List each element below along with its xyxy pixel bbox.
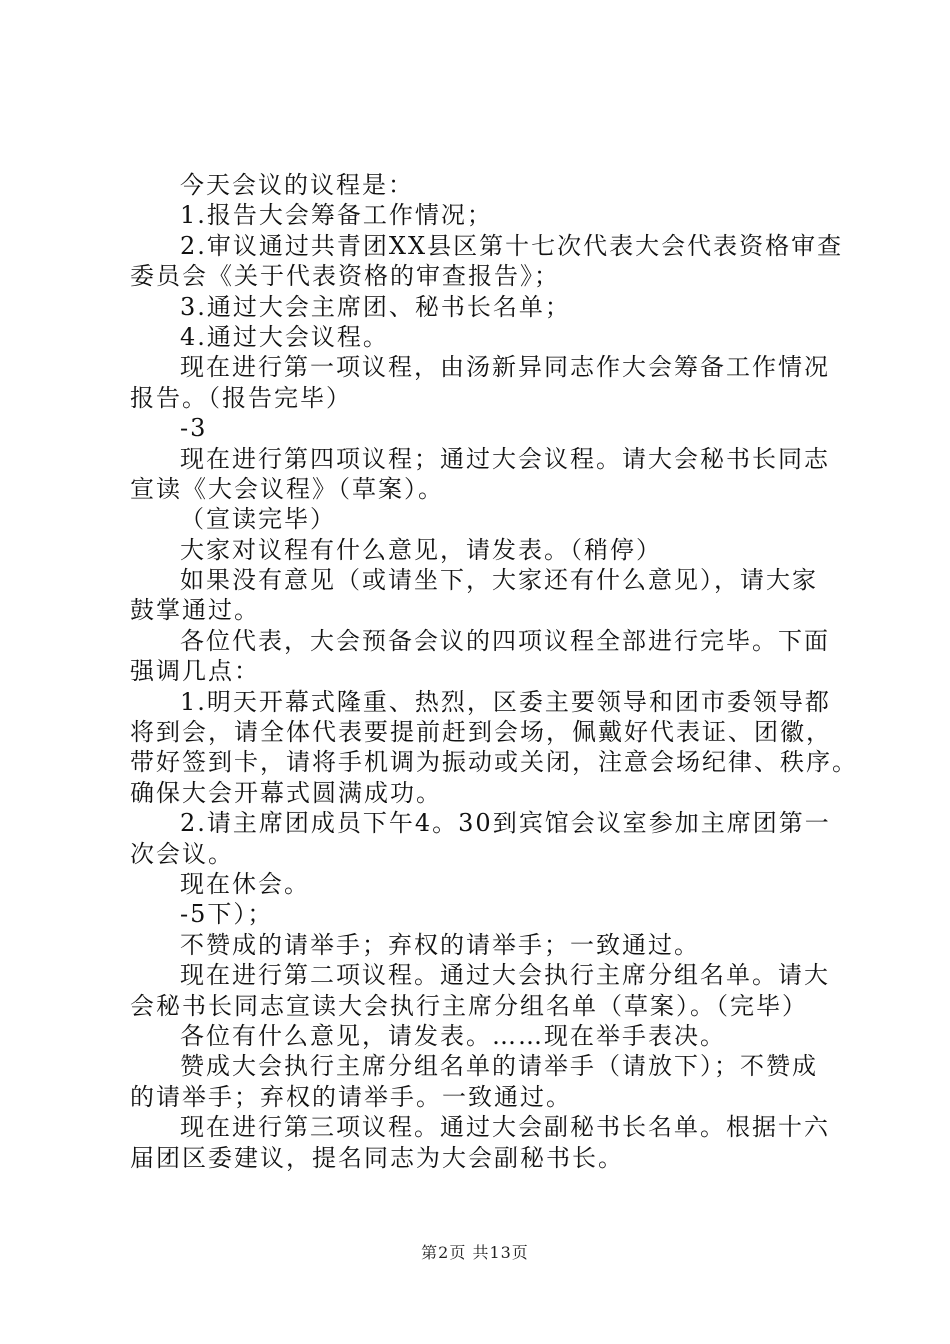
paragraph-line: 鼓掌通过。 — [130, 596, 260, 625]
paragraph-line: 1.明天开幕式隆重、热烈，区委主要领导和团市委领导都 — [180, 687, 831, 716]
paragraph-line: 带好签到卡，请将手机调为振动或关闭，注意会场纪律、秩序。 — [130, 748, 858, 777]
paragraph-line: 4.通过大会议程。 — [180, 322, 389, 351]
paragraph-line: 现在进行第二项议程。通过大会执行主席分组名单。请大 — [180, 961, 830, 990]
paragraph-line: 各位代表，大会预备会议的四项议程全部进行完毕。下面 — [180, 626, 830, 655]
paragraph-line: 确保大会开幕式圆满成功。 — [130, 778, 442, 807]
paragraph-line: 会秘书长同志宣读大会执行主席分组名单（草案）。（完毕） — [130, 991, 808, 1020]
paragraph-line: 2.审议通过共青团XX县区第十七次代表大会代表资格审查 — [180, 231, 844, 260]
paragraph-line: （宣读完毕） — [180, 505, 336, 534]
paragraph-line: 现在休会。 — [180, 869, 310, 898]
paragraph-line: -5下）； — [180, 900, 274, 929]
paragraph-line: 现在进行第三项议程。通过大会副秘书长名单。根据十六 — [180, 1113, 830, 1142]
paragraph-line: 现在进行第一项议程，由汤新异同志作大会筹备工作情况 — [180, 353, 830, 382]
paragraph-line: 各位有什么意见，请发表。……现在举手表决。 — [180, 1021, 726, 1050]
paragraph-line: 今天会议的议程是： — [180, 171, 414, 199]
paragraph-line: 强调几点： — [130, 657, 260, 686]
paragraph-line: 赞成大会执行主席分组名单的请举手（请放下）；不赞成 — [180, 1052, 818, 1081]
paragraph-line: 报告。（报告完毕） — [130, 383, 352, 412]
paragraph-line: 2.请主席团成员下午4。30到宾馆会议室参加主席团第一 — [180, 809, 831, 838]
paragraph-line: -3 — [180, 414, 208, 443]
paragraph-line: 宣读《大会议程》（草案）。 — [130, 474, 444, 503]
paragraph-line: 如果没有意见（或请坐下，大家还有什么意见），请大家 — [180, 566, 818, 595]
paragraph-line: 将到会，请全体代表要提前赶到会场，佩戴好代表证、团徽， — [130, 718, 832, 747]
paragraph-line: 委员会《关于代表资格的审查报告》； — [130, 262, 560, 291]
paragraph-line: 3.通过大会主席团、秘书长名单； — [180, 292, 571, 321]
paragraph-line: 1.报告大会筹备工作情况； — [180, 201, 493, 230]
paragraph-line: 现在进行第四项议程；通过大会议程。请大会秘书长同志 — [180, 444, 830, 473]
page-footer: 第2页 共13页 — [421, 1243, 529, 1262]
paragraph-line: 次会议。 — [130, 839, 234, 868]
paragraph-line: 届团区委建议，提名同志为大会副秘书长。 — [130, 1143, 624, 1172]
paragraph-line: 大家对议程有什么意见，请发表。（稍停） — [180, 535, 662, 564]
paragraph-line: 的请举手；弃权的请举手。一致通过。 — [130, 1082, 572, 1111]
paragraph-line: 不赞成的请举手；弃权的请举手；一致通过。 — [180, 930, 700, 959]
document-body — [130, 170, 858, 1173]
